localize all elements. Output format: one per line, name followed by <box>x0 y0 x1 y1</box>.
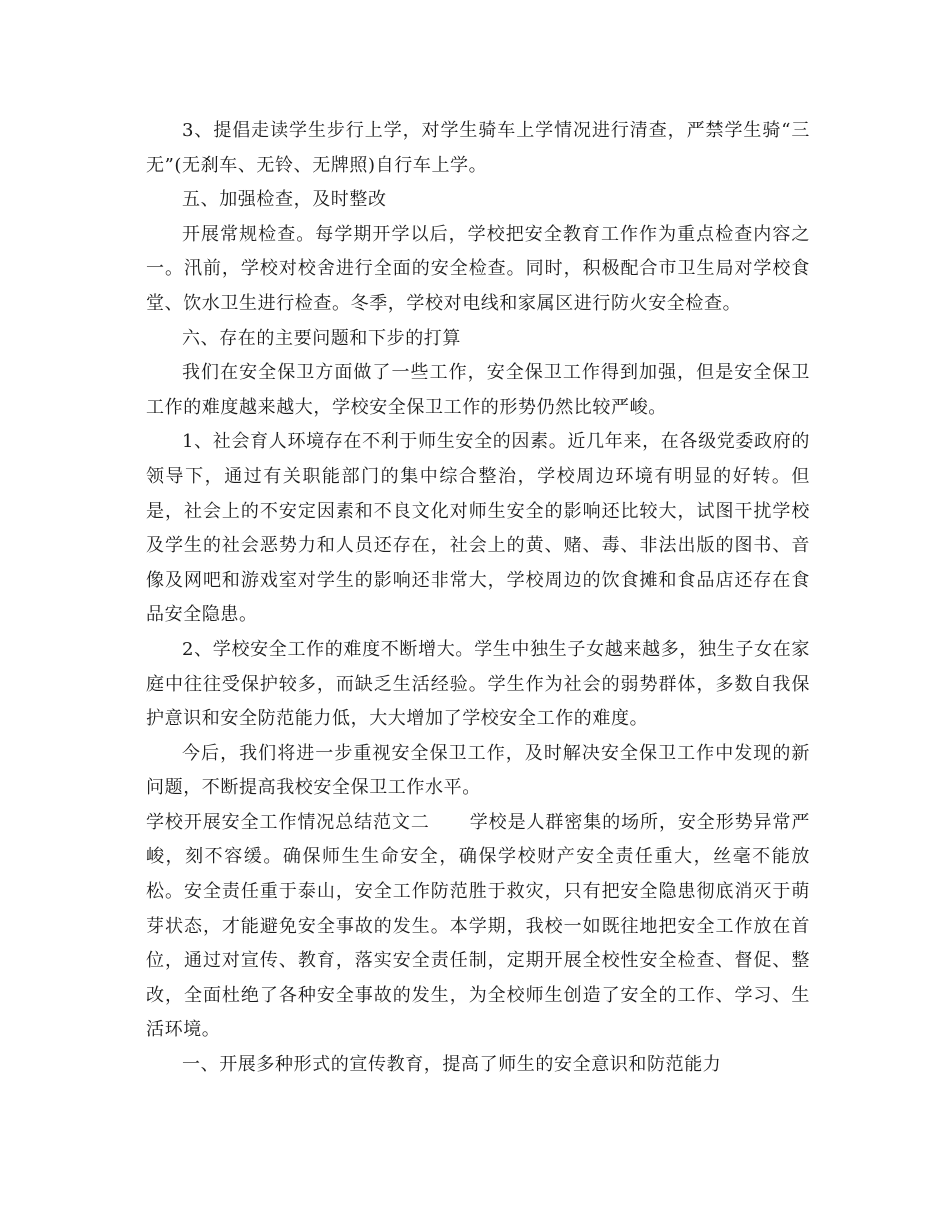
paragraph-social-environment: 1、社会育人环境存在不利于师生安全的因素。近几年来，在各级党委政府的领导下，通过有关职能部门的集中综合整治，学校周边环境有明显的好转。但是，社会上的不安定因素和不良文化对师生安全的影响还比较大，试图干扰学校及学生的社会恶势力和人员还存在，社会上的黄、赌、毒、非法出版的图书、音像及网吧和游戏室对学生的影响还非常大，学校周边的饮食摊和食品店还存在食品安全隐患。 <box>146 431 810 626</box>
paragraph-future-work: 今后，我们将进一步重视安全保卫工作，及时解决安全保卫工作中发现的新问题，不断提高我校安全保卫工作水平。 <box>146 742 810 799</box>
section-two-title: 学校开展安全工作情况总结范文二 <box>146 811 430 833</box>
paragraph-increasing-difficulty: 2、学校安全工作的难度不断增大。学生中独生子女越来越多，独生子女在家庭中往往受保护较多，而缺乏生活经验。学生作为社会的弱势群体，多数自我保护意识和安全防范能力低，大大增加了学校安全工作的难度。 <box>146 638 810 730</box>
paragraph-routine-inspection: 开展常规检查。每学期开学以后，学校把安全教育工作作为重点检查内容之一。汛前，学校对校舍进行全面的安全检查。同时，积极配合市卫生局对学校食堂、饮水卫生进行检查。冬季，学校对电线和家属区进行防火安全检查。 <box>146 223 810 314</box>
heading-inspection: 五、加强检查，及时整改 <box>182 189 387 211</box>
document-page <box>146 114 810 1083</box>
heading-problems-plans: 六、存在的主要问题和下步的打算 <box>182 327 461 349</box>
section-two <box>146 806 810 1048</box>
paragraph-no-unlicensed-bikes: 3、提倡走读学生步行上学，对学生骑车上学情况进行清查，严禁学生骑“三无”(无刹车、无铃、无牌照)自行车上学。 <box>146 120 810 176</box>
paragraph-security-overview: 我们在安全保卫方面做了一些工作，安全保卫工作得到加强，但是安全保卫工作的难度越来越大，学校安全保卫工作的形势仍然比较严峻。 <box>146 362 810 418</box>
heading-publicity-education: 一、开展多种形式的宣传教育，提高了师生的安全意识和防范能力 <box>182 1054 722 1076</box>
section-two-body: 学校是人群密集的场所，安全形势异常严峻，刻不容缓。确保师生生命安全，确保学校财产安全责任重大，丝毫不能放松。安全责任重于泰山，安全工作防范胜于救灾，只有把安全隐患彻底消灭于萌芽状态，才能避免安全事故的发生。本学期，我校一如既往地把安全工作放在首位，通过对宣传、教育，落实安全责任制，定期开展全校性安全检查、督促、整改，全面杜绝了各种安全事故的发生，为全校师生创造了安全的工作、学习、生活环境。 <box>146 811 810 1041</box>
